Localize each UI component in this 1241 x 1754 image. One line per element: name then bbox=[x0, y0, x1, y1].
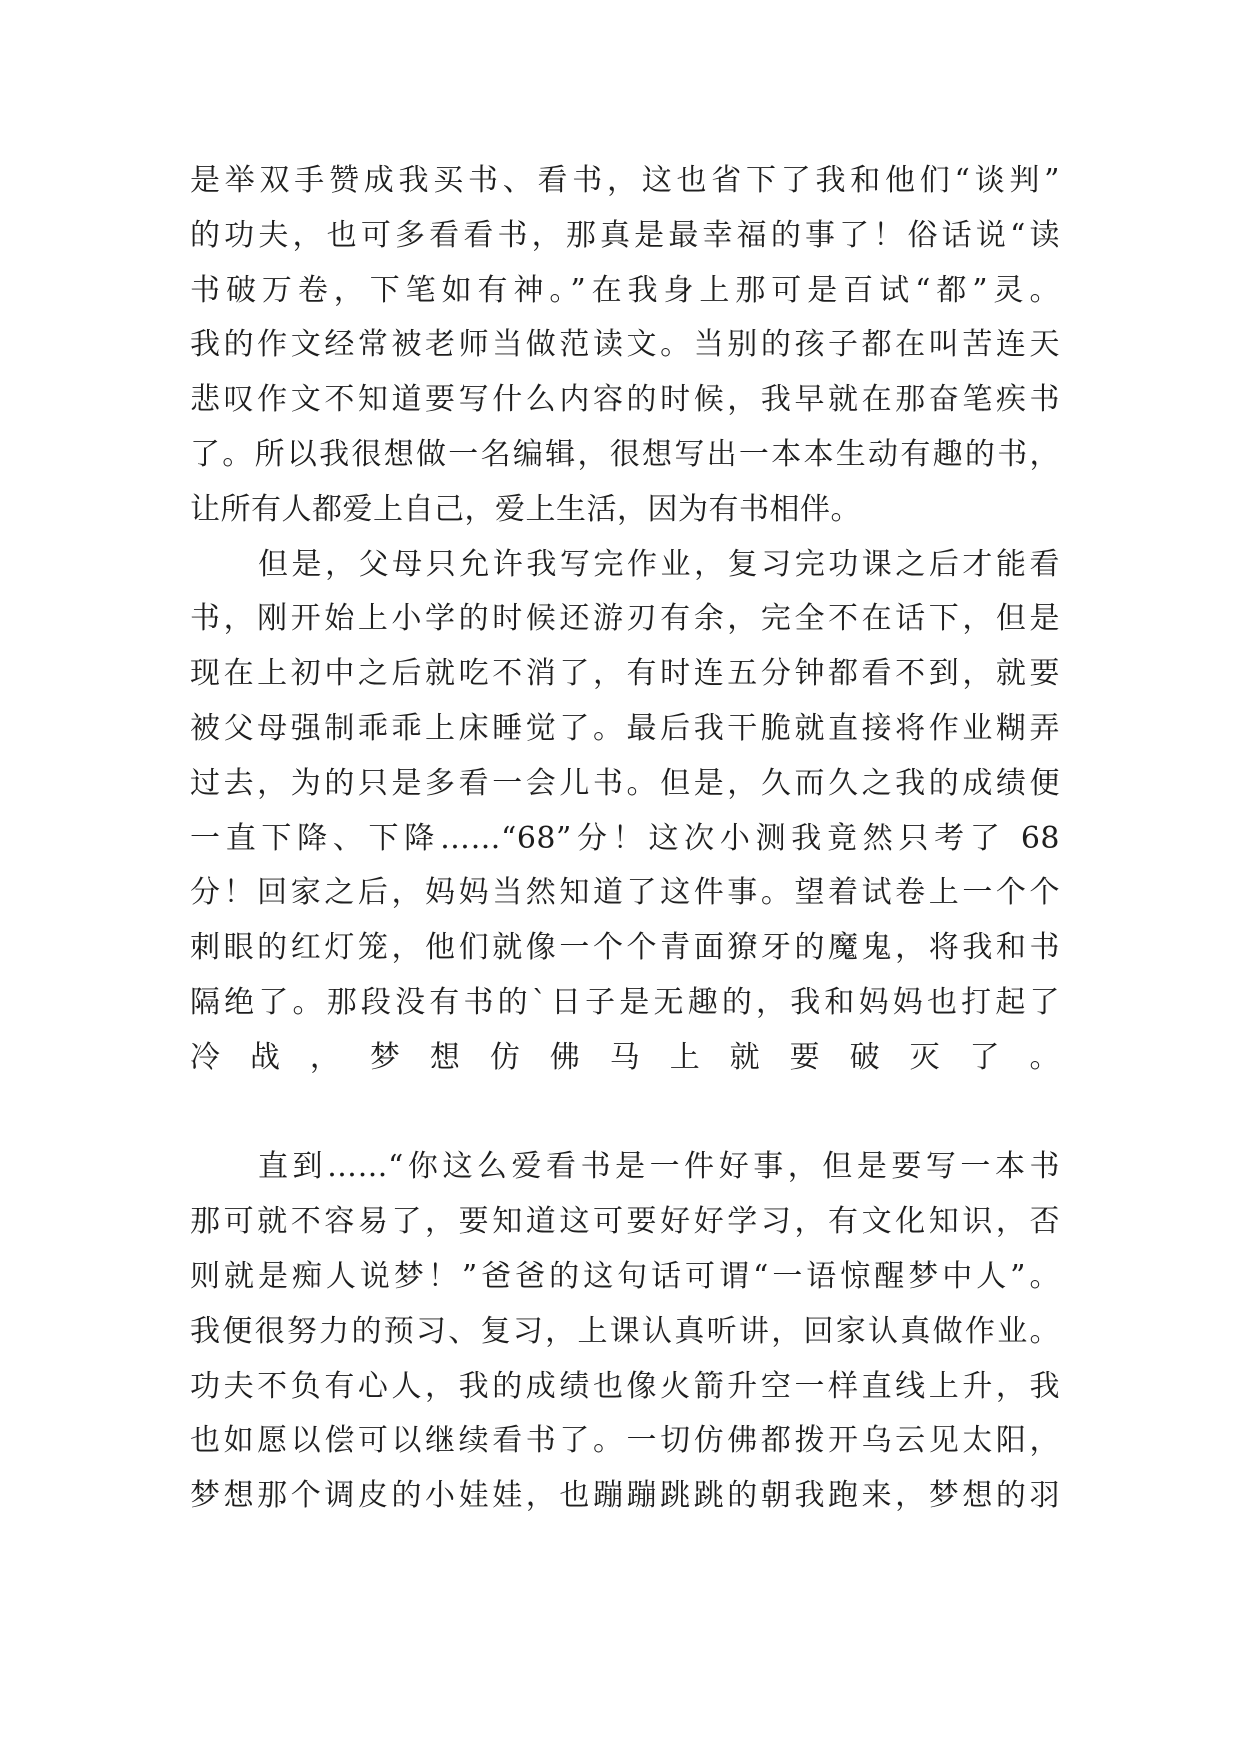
text-line: 被父母强制乖乖上床睡觉了。最后我干脆就直接将作业糊弄 bbox=[190, 710, 1060, 746]
paragraph bbox=[190, 538, 1060, 1141]
text-line: 刺眼的红灯笼，他们就像一个个青面獠牙的魔鬼，将我和书 bbox=[190, 930, 1060, 966]
text-line: 的功夫，也可多看看书，那真是最幸福的事了！俗话说“读 bbox=[190, 217, 1060, 253]
text-line: 分！回家之后，妈妈当然知道了这件事。望着试卷上一个个 bbox=[190, 875, 1060, 911]
text-line: 隔绝了。那段没有书的`日子是无趣的，我和妈妈也打起了 bbox=[190, 984, 1060, 1020]
text-line: 我的作文经常被老师当做范读文。当别的孩子都在叫苦连天 bbox=[190, 327, 1060, 363]
text-line: 书破万卷，下笔如有神。”在我身上那可是百试“都”灵。 bbox=[190, 272, 1060, 308]
text-line: 功夫不负有心人，我的成绩也像火箭升空一样直线上升，我 bbox=[190, 1368, 1060, 1404]
text-line: 现在上初中之后就吃不消了，有时连五分钟都看不到，就要 bbox=[190, 656, 1060, 692]
text-line: 悲叹作文不知道要写什么内容的时候，我早就在那奋笔疾书 bbox=[190, 382, 1060, 418]
text-line: 但是，父母只允许我写完作业，复习完功课之后才能看 bbox=[258, 546, 1060, 582]
paragraph bbox=[190, 154, 1060, 538]
text-line bbox=[190, 1086, 1060, 1141]
text-line: 是举双手赞成我买书、看书，这也省下了我和他们“谈判” bbox=[190, 163, 1060, 198]
text-line: 也如愿以偿可以继续看书了。一切仿佛都拨开乌云见太阳， bbox=[190, 1423, 1060, 1459]
text-line: 过去，为的只是多看一会儿书。但是，久而久之我的成绩便 bbox=[190, 765, 1060, 801]
text-line: 冷战，梦想仿佛马上就要破灭了。 bbox=[190, 1039, 1060, 1075]
body-text bbox=[190, 154, 1060, 1524]
paragraph bbox=[190, 1140, 1060, 1524]
text-line: 我便很努力的预习、复习，上课认真听讲，回家认真做作业。 bbox=[190, 1313, 1060, 1349]
text-line: 直到……“你这么爱看书是一件好事，但是要写一本书 bbox=[258, 1149, 1060, 1185]
text-line: 则就是痴人说梦！”爸爸的这句话可谓“一语惊醒梦中人”。 bbox=[190, 1258, 1060, 1294]
text-line: 一直下降、下降……“68”分！这次小测我竟然只考了 68 bbox=[190, 820, 1060, 856]
text-line: 书，刚开始上小学的时候还游刃有余，完全不在话下，但是 bbox=[190, 601, 1060, 637]
text-line: 梦想那个调皮的小娃娃，也蹦蹦跳跳的朝我跑来，梦想的羽 bbox=[190, 1478, 1060, 1514]
text-line: 了。所以我很想做一名编辑，很想写出一本本生动有趣的书， bbox=[190, 436, 1060, 472]
text-line: 那可就不容易了，要知道这可要好好学习，有文化知识，否 bbox=[190, 1204, 1060, 1240]
text-line: 让所有人都爱上自己，爱上生活，因为有书相伴。 bbox=[190, 491, 861, 527]
